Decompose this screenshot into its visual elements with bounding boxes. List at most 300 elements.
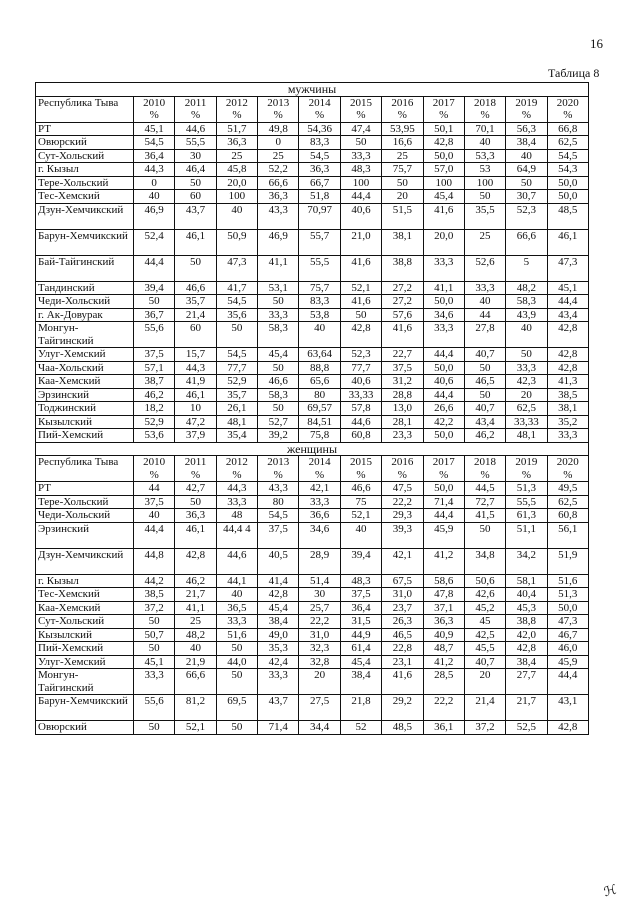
year-header: [175, 96, 216, 122]
value-cell: 40: [506, 322, 547, 348]
value-cell: 20: [299, 669, 340, 695]
value-cell: 61,3: [506, 509, 547, 523]
year-header: [423, 96, 464, 122]
value-cell: 46,9: [134, 203, 175, 229]
value-cell: 41,6: [340, 295, 381, 309]
value-cell: 34,8: [464, 548, 505, 574]
value-cell: 63,64: [299, 348, 340, 362]
value-cell: 53,6: [134, 429, 175, 443]
value-cell: 50: [134, 615, 175, 629]
value-cell: 51,7: [216, 122, 257, 136]
table-row: [36, 348, 589, 362]
year-label: 2017: [432, 96, 455, 109]
value-cell: 42,8: [506, 642, 547, 656]
region-name: Барун-Хемчикский: [36, 229, 134, 255]
year-header: [299, 96, 340, 122]
value-cell: 51,6: [547, 574, 588, 588]
value-cell: 58,3: [258, 388, 299, 402]
value-cell: 50: [506, 348, 547, 362]
unit-label: %: [232, 468, 242, 481]
year-label: 2020: [556, 96, 579, 109]
value-cell: 48,1: [216, 415, 257, 429]
value-cell: 20: [464, 669, 505, 695]
value-cell: 40: [216, 203, 257, 229]
year-label: 2015: [349, 456, 372, 468]
region-name: Кызылский: [36, 628, 134, 642]
year-header: [299, 456, 340, 482]
value-cell: 54,5: [216, 348, 257, 362]
value-cell: 42,7: [175, 482, 216, 496]
table-row: [36, 669, 589, 695]
table-row: [36, 601, 589, 615]
value-cell: 58,1: [506, 574, 547, 588]
value-cell: 51,9: [547, 548, 588, 574]
value-cell: 45,5: [464, 642, 505, 656]
value-cell: 39,3: [382, 522, 423, 548]
handwritten-mark: ℋ: [602, 882, 619, 901]
value-cell: 44: [464, 308, 505, 322]
value-cell: 62,5: [547, 495, 588, 509]
region-name: Тес-Хемский: [36, 588, 134, 602]
value-cell: 21,0: [340, 229, 381, 255]
header-label: Республика Тыва: [36, 96, 134, 122]
value-cell: 46,7: [547, 628, 588, 642]
table-row: [36, 190, 589, 204]
value-cell: 66,6: [175, 669, 216, 695]
value-cell: 18,2: [134, 402, 175, 416]
value-cell: 22,2: [423, 695, 464, 721]
value-cell: 48: [216, 509, 257, 523]
value-cell: 26,1: [216, 402, 257, 416]
value-cell: 41,2: [423, 655, 464, 669]
value-cell: 20,0: [216, 176, 257, 190]
value-cell: 58,3: [258, 322, 299, 348]
value-cell: 40,4: [506, 588, 547, 602]
region-name: Овюрский: [36, 136, 134, 150]
value-cell: 30,7: [506, 190, 547, 204]
year-label: 2013: [267, 456, 290, 468]
year-header: [340, 456, 381, 482]
value-cell: 46,6: [258, 375, 299, 389]
value-cell: 51,8: [299, 190, 340, 204]
value-cell: 40: [464, 295, 505, 309]
value-cell: 37,1: [423, 601, 464, 615]
value-cell: 41,3: [547, 375, 588, 389]
value-cell: 46,0: [547, 642, 588, 656]
value-cell: 33,3: [216, 615, 257, 629]
year-header: [506, 456, 547, 482]
table-row: [36, 281, 589, 295]
region-name: г. Ак-Довурак: [36, 308, 134, 322]
value-cell: 50,9: [216, 229, 257, 255]
value-cell: 51,1: [506, 522, 547, 548]
header-row: [36, 96, 589, 122]
year-label: 2017: [432, 456, 455, 468]
value-cell: 43,4: [464, 415, 505, 429]
value-cell: 40,7: [464, 402, 505, 416]
value-cell: 37,5: [134, 348, 175, 362]
region-name: Каа-Хемский: [36, 601, 134, 615]
value-cell: 38,8: [382, 255, 423, 281]
year-label: 2016: [391, 96, 414, 109]
value-cell: 100: [216, 190, 257, 204]
value-cell: 52,1: [340, 281, 381, 295]
value-cell: 34,6: [423, 308, 464, 322]
table-row: [36, 149, 589, 163]
value-cell: 43,3: [258, 482, 299, 496]
value-cell: 42,6: [464, 588, 505, 602]
value-cell: 37,5: [258, 522, 299, 548]
table-row: [36, 642, 589, 656]
value-cell: 50,0: [423, 482, 464, 496]
value-cell: 23,7: [382, 601, 423, 615]
value-cell: 54,5: [134, 136, 175, 150]
value-cell: 22,2: [299, 615, 340, 629]
unit-label: %: [563, 468, 573, 481]
value-cell: 44,4: [423, 348, 464, 362]
year-header: [464, 456, 505, 482]
value-cell: 25: [382, 149, 423, 163]
value-cell: 50: [340, 308, 381, 322]
value-cell: 39,2: [258, 429, 299, 443]
value-cell: 37,5: [382, 361, 423, 375]
region-name: Тере-Хольский: [36, 176, 134, 190]
year-header: [134, 456, 175, 482]
value-cell: 50: [506, 176, 547, 190]
region-name: Чаа-Хольский: [36, 361, 134, 375]
value-cell: 69,5: [216, 695, 257, 721]
value-cell: 33,3: [423, 255, 464, 281]
value-cell: 42,1: [382, 548, 423, 574]
value-cell: 46,6: [175, 281, 216, 295]
value-cell: 42,5: [464, 628, 505, 642]
value-cell: 41,7: [216, 281, 257, 295]
value-cell: 44,1: [216, 574, 257, 588]
value-cell: 41,5: [464, 509, 505, 523]
value-cell: 33,3: [547, 429, 588, 443]
value-cell: 25,7: [299, 601, 340, 615]
value-cell: 60,8: [547, 509, 588, 523]
value-cell: 40,6: [423, 375, 464, 389]
value-cell: 37,5: [134, 495, 175, 509]
value-cell: 41,4: [258, 574, 299, 588]
value-cell: 43,1: [547, 695, 588, 721]
value-cell: 23,3: [382, 429, 423, 443]
value-cell: 44,4: [134, 522, 175, 548]
value-cell: 35,3: [258, 642, 299, 656]
unit-label: %: [273, 468, 283, 481]
value-cell: 25: [175, 615, 216, 629]
value-cell: 50: [258, 361, 299, 375]
header-label: Республика Тыва: [36, 456, 134, 482]
value-cell: 41,1: [423, 281, 464, 295]
region-name: Монгун-Тайгинский: [36, 322, 134, 348]
value-cell: 31,2: [382, 375, 423, 389]
value-cell: 33,3: [258, 669, 299, 695]
value-cell: 25: [258, 149, 299, 163]
value-cell: 81,2: [175, 695, 216, 721]
value-cell: 21,8: [340, 695, 381, 721]
table-row: [36, 522, 589, 548]
region-name: г. Кызыл: [36, 163, 134, 177]
value-cell: 54,5: [216, 295, 257, 309]
value-cell: 42,8: [258, 588, 299, 602]
region-name: Дзун-Хемчикский: [36, 203, 134, 229]
region-name: РТ: [36, 122, 134, 136]
value-cell: 28,9: [299, 548, 340, 574]
value-cell: 27,2: [382, 281, 423, 295]
value-cell: 36,3: [299, 163, 340, 177]
value-cell: 51,3: [547, 588, 588, 602]
value-cell: 49,0: [258, 628, 299, 642]
value-cell: 33,3: [340, 149, 381, 163]
year-label: 2014: [308, 456, 331, 468]
value-cell: 47,3: [547, 255, 588, 281]
value-cell: 49,5: [547, 482, 588, 496]
value-cell: 48,1: [506, 429, 547, 443]
value-cell: 40: [464, 136, 505, 150]
value-cell: 44,4 4: [216, 522, 257, 548]
value-cell: 75,8: [299, 429, 340, 443]
value-cell: 55,5: [506, 495, 547, 509]
value-cell: 46,4: [175, 163, 216, 177]
region-name: Пий-Хемский: [36, 429, 134, 443]
region-name: Тес-Хемский: [36, 190, 134, 204]
value-cell: 60: [175, 190, 216, 204]
value-cell: 75,7: [382, 163, 423, 177]
value-cell: 48,5: [547, 203, 588, 229]
value-cell: 45,4: [423, 190, 464, 204]
value-cell: 58,3: [506, 295, 547, 309]
value-cell: 20: [382, 190, 423, 204]
value-cell: 50,1: [423, 122, 464, 136]
value-cell: 66,8: [547, 122, 588, 136]
region-name: Чеди-Хольский: [36, 295, 134, 309]
value-cell: 33,3: [216, 495, 257, 509]
value-cell: 50: [216, 721, 257, 735]
value-cell: 50: [175, 495, 216, 509]
value-cell: 44,4: [134, 255, 175, 281]
unit-label: %: [190, 468, 201, 481]
value-cell: 35,5: [464, 203, 505, 229]
table-row: [36, 655, 589, 669]
value-cell: 45,4: [258, 601, 299, 615]
table-row: [36, 255, 589, 281]
year-label: 2020: [556, 456, 579, 468]
value-cell: 50: [258, 295, 299, 309]
value-cell: 39,4: [340, 548, 381, 574]
value-cell: 47,2: [175, 415, 216, 429]
value-cell: 42,8: [340, 322, 381, 348]
value-cell: 52,9: [134, 415, 175, 429]
value-cell: 0: [258, 136, 299, 150]
value-cell: 45,2: [464, 601, 505, 615]
value-cell: 55,5: [175, 136, 216, 150]
value-cell: 39,4: [134, 281, 175, 295]
value-cell: 69,57: [299, 402, 340, 416]
table-row: [36, 588, 589, 602]
value-cell: 83,3: [299, 295, 340, 309]
value-cell: 45: [464, 615, 505, 629]
value-cell: 46,1: [547, 229, 588, 255]
value-cell: 51,6: [216, 628, 257, 642]
value-cell: 42,4: [258, 655, 299, 669]
table-row: [36, 509, 589, 523]
value-cell: 50: [464, 388, 505, 402]
value-cell: 44,0: [216, 655, 257, 669]
value-cell: 44: [134, 482, 175, 496]
value-cell: 77,7: [216, 361, 257, 375]
value-cell: 43,3: [258, 203, 299, 229]
value-cell: 64,9: [506, 163, 547, 177]
year-label: 2010: [143, 456, 166, 468]
year-label: 2019: [515, 456, 538, 468]
region-name: Сут-Хольский: [36, 149, 134, 163]
value-cell: 47,5: [382, 482, 423, 496]
year-header: [547, 456, 588, 482]
year-label: 2010: [143, 96, 166, 109]
value-cell: 53,1: [258, 281, 299, 295]
value-cell: 50,7: [134, 628, 175, 642]
value-cell: 55,6: [134, 322, 175, 348]
value-cell: 48,3: [340, 574, 381, 588]
value-cell: 75: [340, 495, 381, 509]
value-cell: 30: [175, 149, 216, 163]
value-cell: 50,0: [547, 601, 588, 615]
value-cell: 46,5: [382, 628, 423, 642]
table-row: [36, 322, 589, 348]
value-cell: 57,1: [134, 361, 175, 375]
value-cell: 36,4: [340, 601, 381, 615]
year-label: 2011: [184, 96, 207, 109]
value-cell: 50,0: [423, 429, 464, 443]
value-cell: 42,3: [506, 375, 547, 389]
value-cell: 34,4: [299, 721, 340, 735]
year-label: 2014: [308, 96, 331, 109]
year-header: [134, 96, 175, 122]
value-cell: 52,5: [506, 721, 547, 735]
region-name: Тере-Хольский: [36, 495, 134, 509]
value-cell: 28,8: [382, 388, 423, 402]
value-cell: 52: [340, 721, 381, 735]
value-cell: 40,9: [423, 628, 464, 642]
year-label: 2011: [184, 456, 207, 468]
value-cell: 48,2: [175, 628, 216, 642]
region-name: Каа-Хемский: [36, 375, 134, 389]
value-cell: 66,7: [299, 176, 340, 190]
value-cell: 40,7: [464, 655, 505, 669]
value-cell: 21,4: [464, 695, 505, 721]
value-cell: 58,6: [423, 574, 464, 588]
value-cell: 48,3: [340, 163, 381, 177]
value-cell: 52,1: [175, 721, 216, 735]
unit-label: %: [397, 468, 407, 481]
value-cell: 62,5: [506, 402, 547, 416]
value-cell: 29,3: [382, 509, 423, 523]
year-header: [423, 456, 464, 482]
value-cell: 42,8: [547, 348, 588, 362]
value-cell: 27,5: [299, 695, 340, 721]
value-cell: 27,7: [506, 669, 547, 695]
value-cell: 41,1: [175, 601, 216, 615]
value-cell: 20: [506, 388, 547, 402]
value-cell: 35,6: [216, 308, 257, 322]
value-cell: 53,95: [382, 122, 423, 136]
value-cell: 50: [340, 136, 381, 150]
region-name: Сут-Хольский: [36, 615, 134, 629]
value-cell: 33,3: [134, 669, 175, 695]
unit-label: %: [480, 109, 490, 121]
value-cell: 35,7: [175, 295, 216, 309]
region-name: Овюрский: [36, 721, 134, 735]
value-cell: 33,33: [506, 415, 547, 429]
value-cell: 50: [382, 176, 423, 190]
year-header: [382, 96, 423, 122]
value-cell: 50: [216, 669, 257, 695]
value-cell: 40,6: [340, 375, 381, 389]
value-cell: 53: [464, 163, 505, 177]
value-cell: 21,9: [175, 655, 216, 669]
value-cell: 44,3: [175, 361, 216, 375]
value-cell: 37,2: [464, 721, 505, 735]
value-cell: 71,4: [258, 721, 299, 735]
value-cell: 40: [340, 522, 381, 548]
table-row: [36, 482, 589, 496]
value-cell: 52,6: [464, 255, 505, 281]
value-cell: 40: [134, 190, 175, 204]
unit-label: %: [480, 468, 490, 481]
year-header: [506, 96, 547, 122]
value-cell: 83,3: [299, 136, 340, 150]
value-cell: 26,6: [423, 402, 464, 416]
section-title: мужчины: [36, 83, 589, 97]
value-cell: 46,1: [175, 388, 216, 402]
value-cell: 32,3: [299, 642, 340, 656]
year-header: [258, 456, 299, 482]
value-cell: 52,2: [258, 163, 299, 177]
value-cell: 5: [506, 255, 547, 281]
unit-label: %: [356, 468, 366, 481]
value-cell: 38,4: [340, 669, 381, 695]
value-cell: 44,8: [134, 548, 175, 574]
year-label: 2012: [225, 96, 248, 109]
value-cell: 45,3: [506, 601, 547, 615]
value-cell: 15,7: [175, 348, 216, 362]
value-cell: 36,3: [216, 136, 257, 150]
value-cell: 38,4: [506, 655, 547, 669]
value-cell: 53,8: [299, 308, 340, 322]
value-cell: 36,3: [423, 615, 464, 629]
value-cell: 56,3: [506, 122, 547, 136]
table-row: [36, 548, 589, 574]
value-cell: 22,7: [382, 348, 423, 362]
value-cell: 37,9: [175, 429, 216, 443]
year-label: 2019: [515, 96, 538, 109]
value-cell: 65,6: [299, 375, 340, 389]
region-name: Кызылский: [36, 415, 134, 429]
region-name: Улуг-Хемский: [36, 655, 134, 669]
value-cell: 38,1: [382, 229, 423, 255]
value-cell: 40: [299, 322, 340, 348]
value-cell: 36,3: [258, 190, 299, 204]
value-cell: 45,1: [134, 655, 175, 669]
value-cell: 25: [464, 229, 505, 255]
value-cell: 44,4: [423, 509, 464, 523]
value-cell: 42,8: [423, 136, 464, 150]
value-cell: 44,6: [216, 548, 257, 574]
value-cell: 38,8: [506, 615, 547, 629]
unit-label: %: [521, 468, 531, 481]
